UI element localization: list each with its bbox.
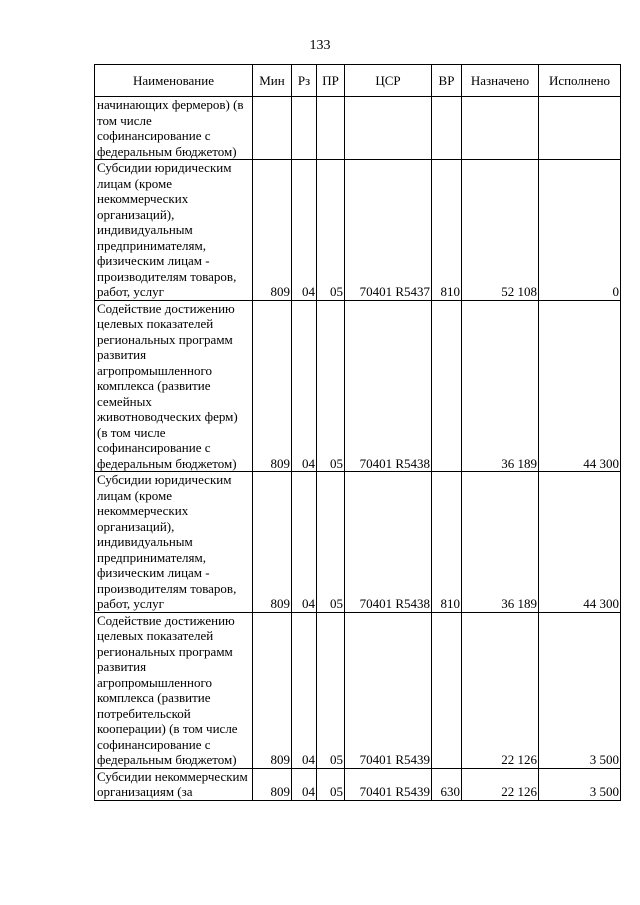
row-csr: 70401 R5439 <box>345 612 432 768</box>
table-row <box>95 612 621 768</box>
row-vr <box>432 300 462 472</box>
row-rz: 04 <box>292 612 317 768</box>
row-pr <box>317 97 345 160</box>
row-rz: 04 <box>292 472 317 613</box>
row-csr: 70401 R5438 <box>345 472 432 613</box>
header-pr: ПР <box>317 65 345 97</box>
row-pr: 05 <box>317 768 345 800</box>
row-name: Субсидии юридическим лицам (кроме некоммерческих организаций), индивидуальным предпринимателям, физическим лицам - производителям товаров, работ, услуг <box>95 160 253 301</box>
row-assigned: 36 189 <box>462 300 539 472</box>
row-vr <box>432 97 462 160</box>
row-rz <box>292 97 317 160</box>
header-csr: ЦСР <box>345 65 432 97</box>
table-header-row <box>95 65 621 97</box>
row-pr: 05 <box>317 612 345 768</box>
row-assigned: 36 189 <box>462 472 539 613</box>
row-min: 809 <box>253 768 292 800</box>
row-executed: 44 300 <box>539 300 621 472</box>
row-vr: 630 <box>432 768 462 800</box>
row-executed: 3 500 <box>539 612 621 768</box>
row-min <box>253 97 292 160</box>
budget-table <box>94 64 621 801</box>
table-row <box>95 97 621 160</box>
table-row <box>95 472 621 613</box>
header-assigned: Назначено <box>462 65 539 97</box>
row-min: 809 <box>253 160 292 301</box>
row-name: Субсидии юридическим лицам (кроме некоммерческих организаций), индивидуальным предпринимателям, физическим лицам - производителям товаров, работ, услуг <box>95 472 253 613</box>
row-pr: 05 <box>317 300 345 472</box>
header-vr: ВР <box>432 65 462 97</box>
page-number: 133 <box>309 38 331 53</box>
row-executed: 44 300 <box>539 472 621 613</box>
row-vr: 810 <box>432 472 462 613</box>
row-assigned <box>462 97 539 160</box>
row-rz: 04 <box>292 300 317 472</box>
row-min: 809 <box>253 300 292 472</box>
row-pr: 05 <box>317 472 345 613</box>
row-assigned: 22 126 <box>462 612 539 768</box>
row-executed <box>539 97 621 160</box>
table-row <box>95 300 621 472</box>
row-vr <box>432 612 462 768</box>
row-name: Субсидии некоммерческим организациям (за <box>95 768 253 800</box>
row-rz: 04 <box>292 160 317 301</box>
row-csr: 70401 R5439 <box>345 768 432 800</box>
row-vr: 810 <box>432 160 462 301</box>
row-name: Содействие достижению целевых показателей региональных программ развития агропромышленного комплекса (развитие семейных животноводческих ферм) (в том числе софинансирование с федеральным бюджетом) <box>95 300 253 472</box>
row-csr <box>345 97 432 160</box>
row-csr: 70401 R5438 <box>345 300 432 472</box>
row-executed: 3 500 <box>539 768 621 800</box>
header-name: Наименование <box>95 65 253 97</box>
row-pr: 05 <box>317 160 345 301</box>
row-executed: 0 <box>539 160 621 301</box>
row-min: 809 <box>253 472 292 613</box>
row-csr: 70401 R5437 <box>345 160 432 301</box>
header-min: Мин <box>253 65 292 97</box>
row-name: Содействие достижению целевых показателей региональных программ развития агропромышленного комплекса (развитие потребительской кооперации) (в том числе софинансирование с федеральным бюджетом) <box>95 612 253 768</box>
row-assigned: 52 108 <box>462 160 539 301</box>
row-rz: 04 <box>292 768 317 800</box>
table-row <box>95 160 621 301</box>
row-min: 809 <box>253 612 292 768</box>
table-row <box>95 768 621 800</box>
row-assigned: 22 126 <box>462 768 539 800</box>
header-executed: Исполнено <box>539 65 621 97</box>
header-rz: Рз <box>292 65 317 97</box>
row-name: начинающих фермеров) (в том числе софинансирование с федеральным бюджетом) <box>95 97 253 160</box>
